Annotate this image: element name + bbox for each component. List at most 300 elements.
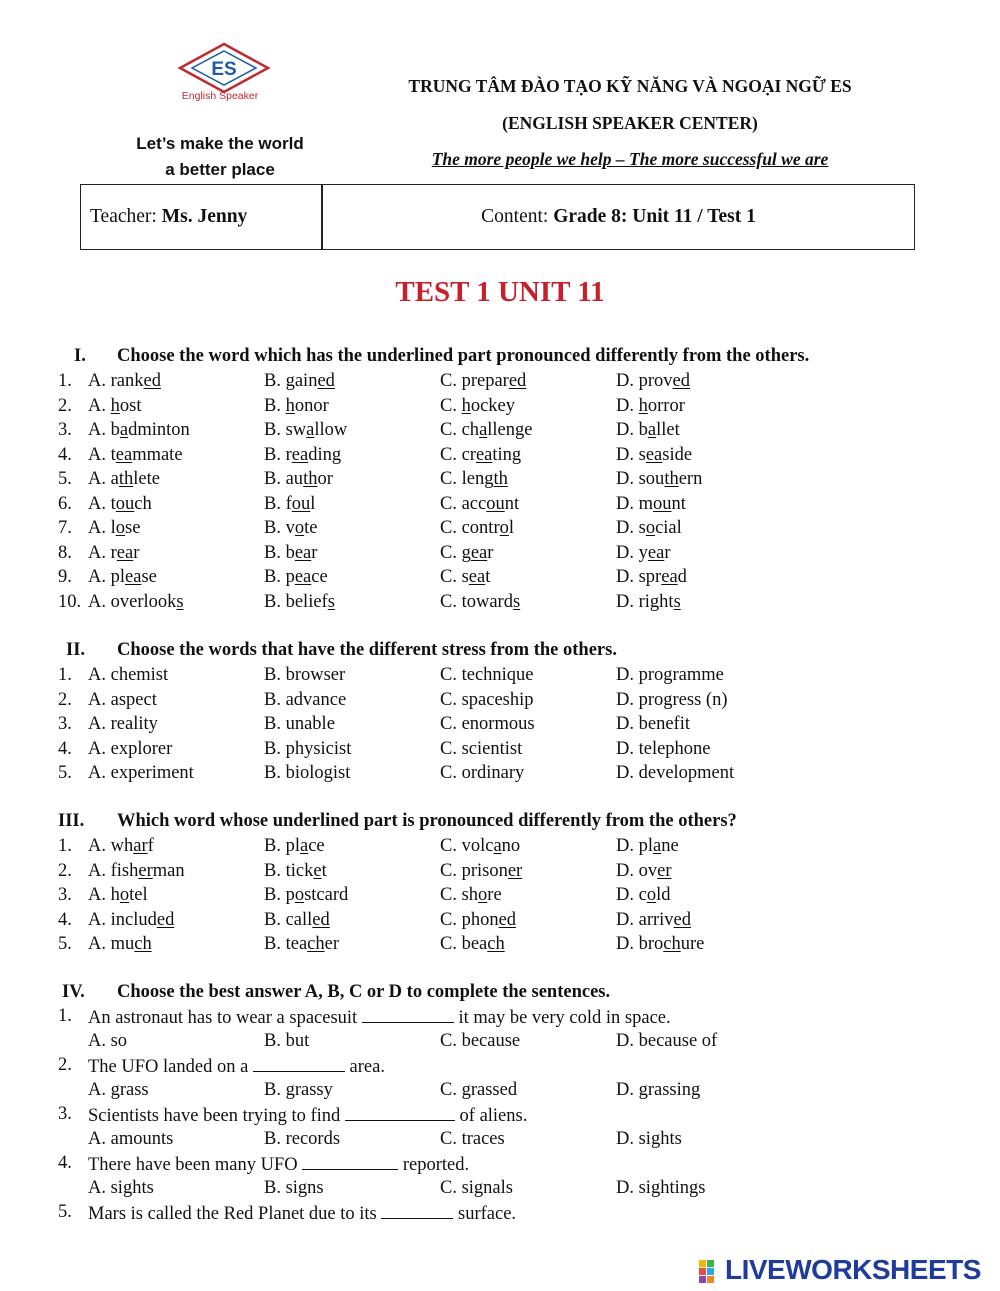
option-text: D. prov [616,371,673,391]
answer-option[interactable]: D. sightings [616,1177,706,1198]
center-subtitle: (ENGLISH SPEAKER CENTER) [502,113,758,133]
option-text: C. scientist [440,738,523,759]
answer-option[interactable] [88,665,168,686]
option-text: B. pl [264,836,300,856]
underlined-part: ea [294,542,312,563]
option-text: A. a [88,469,119,489]
answer-option[interactable] [440,690,534,711]
answer-option[interactable] [264,665,345,686]
underlined-part: ed [143,371,161,391]
answer-option[interactable]: A. grass [88,1079,149,1100]
option-text: A. b [88,420,120,440]
answer-option[interactable] [440,739,522,760]
answer-option[interactable] [88,592,184,613]
slogan [110,131,330,183]
answer-option[interactable]: A. so [88,1030,128,1051]
option-text: C. sh [440,885,479,905]
option-text-rest: ch [134,493,152,514]
answer-option[interactable] [616,739,711,760]
answer-option[interactable]: D. because of [616,1030,718,1051]
option-text: D. development [616,763,735,783]
underlined-part: ed [312,909,330,930]
option-text-rest: l [508,518,514,538]
underlined-part: th [118,469,134,489]
answer-option[interactable] [88,739,172,760]
underlined-part: s [176,591,184,612]
question-number: 1. [58,836,72,856]
option-text-rest: llenge [487,420,533,440]
watermark-text: LIVEWORKSHEETS [725,1254,981,1285]
option-text: C. enormous [440,714,535,734]
question-number: 1. [58,665,72,685]
answer-option[interactable] [264,690,346,711]
answer-option[interactable] [264,714,335,735]
option-text-rest: er [324,934,339,954]
option-text: B. unable [264,714,335,734]
underlined-part: h [461,395,471,416]
underlined-part: ea [647,542,665,563]
option-text: D. programme [616,665,724,685]
content-info [322,206,915,228]
option-text-rest: ting [492,444,522,465]
underlined-part: s [327,591,335,612]
question-number: 7. [58,518,72,538]
answer-option[interactable] [440,445,521,466]
underlined-part: a [119,420,129,440]
option-text: D. spr [616,567,662,587]
option-text: B. v [264,518,295,538]
option-text: D. s [616,518,646,538]
option-text: D. y [616,542,648,563]
underlined-part: ou [486,493,505,514]
options-row [0,1178,1000,1202]
option-text-rest: tel [129,885,148,905]
stem-after: it may be very cold in space. [453,1008,671,1028]
question-number: 3. [58,1104,72,1124]
question-row [0,885,1000,909]
stem-after: of aliens. [454,1106,528,1126]
underlined-part: ea [661,567,678,587]
answer-option[interactable] [616,494,686,515]
answer-option[interactable] [264,494,315,515]
option-text: B. browser [264,665,346,685]
option-text: B. physicist [264,738,352,759]
answer-option[interactable] [88,543,139,564]
question-number: 5. [58,934,72,954]
underlined-part: h [638,395,648,416]
option-text: C. ordinary [440,763,525,783]
option-text: C. cr [440,444,476,465]
option-text: B. f [264,493,292,514]
answer-option[interactable] [264,836,325,857]
answer-option[interactable] [616,543,670,564]
section-heading [58,640,988,661]
option-text: D. right [616,591,674,612]
question-row [0,763,1000,787]
stem-after: area. [344,1057,385,1077]
answer-option[interactable] [616,371,690,392]
underlined-part: ea [470,542,488,563]
option-text-rest: ost [119,395,142,416]
question-row [0,1055,1000,1079]
option-text: A. l [88,518,116,538]
answer-option[interactable] [264,420,347,441]
answer-option[interactable] [264,469,333,490]
answer-option[interactable] [616,567,687,588]
answer-option[interactable] [440,518,514,539]
section-numeral: III. [58,811,85,831]
answer-option[interactable] [88,910,174,931]
answer-option[interactable] [264,445,341,466]
answer-option[interactable] [88,763,194,784]
option-text-rest: ockey [470,395,516,416]
option-text: D. [616,395,639,416]
answer-option[interactable] [88,836,154,857]
answer-option[interactable] [616,469,702,490]
answer-option[interactable] [440,714,535,735]
content-label: Content: [481,206,554,227]
underlined-part: ea [116,542,134,563]
option-text-rest: mmate [132,444,183,465]
underlined-part: s [512,591,521,612]
answer-option[interactable] [616,665,724,686]
option-text-rest: te [304,518,318,538]
option-text: D. m [616,493,653,514]
question-stem [88,1006,671,1029]
stem-after: surface. [453,1204,517,1224]
answer-option[interactable] [440,836,520,857]
option-text: B. [264,395,286,416]
answer-option[interactable] [88,371,161,392]
underlined-part: ea [291,444,309,465]
answer-option[interactable] [264,567,328,588]
option-text: A. pl [88,567,125,587]
option-text: C. contr [440,518,500,538]
underlined-part: er [138,860,153,881]
question-number: 3. [58,885,72,905]
option-text: A. rank [88,371,144,391]
answer-option[interactable] [616,910,691,931]
question-row [0,861,1000,885]
question-number: 1. [58,1006,72,1026]
answer-option[interactable]: C. because [440,1030,521,1051]
underlined-part: o [646,885,657,905]
question-number: 2. [58,395,72,416]
question-row [0,1202,1000,1226]
section-numeral: II. [66,640,86,660]
answer-option[interactable]: A. amounts [88,1128,174,1149]
answer-option[interactable] [616,763,734,784]
answer-option[interactable] [440,396,515,417]
underlined-part: ed [673,909,692,930]
slogan-line-1: Let’s make the world [136,134,304,153]
underlined-part: ou [115,493,135,514]
option-text-rest: ern [678,469,703,489]
answer-option[interactable] [88,934,152,955]
question-number: 4. [58,444,72,465]
stem-after: reported. [398,1155,470,1175]
answer-option[interactable]: C. grassed [440,1079,518,1100]
section-instruction: Choose the best answer A, B, C or D to complete the sentences. [117,982,611,1002]
answer-option[interactable]: A. sights [88,1177,154,1198]
answer-option[interactable] [616,396,685,417]
section-heading [58,346,988,367]
option-text: B. p [264,885,295,905]
section-instruction: Choose the words that have the different stress from the others. [117,640,617,660]
answer-option[interactable] [264,861,327,882]
answer-option[interactable] [440,420,532,441]
underlined-part: th [493,469,508,489]
section-numeral: I. [74,346,86,366]
underlined-part: ea [125,567,142,587]
answer-option[interactable] [616,885,670,906]
option-text: A. includ [88,909,157,930]
question-row [0,934,1000,958]
option-text: C. acc [440,493,487,514]
option-text: D. b [616,420,648,440]
question-number: 5. [58,763,72,783]
option-text: B. p [264,567,295,587]
underlined-part: o [119,885,130,905]
option-text: B. gain [264,371,318,391]
answer-option[interactable] [88,690,157,711]
underlined-part: o [478,885,488,905]
option-text: A. fish [88,860,139,881]
option-text: D. pl [616,836,653,856]
question-number: 9. [58,567,72,587]
option-text-rest: orror [647,395,685,416]
option-text-rest: no [501,836,521,856]
answer-option[interactable]: B. signs [264,1177,324,1198]
option-text-rest: or [317,469,333,489]
underlined-part: er [657,860,672,881]
answer-option[interactable] [264,371,335,392]
answer-option[interactable] [616,861,672,882]
answer-option[interactable] [264,934,339,955]
question-row [0,739,1000,763]
question-row [0,592,1000,616]
question-row [0,469,1000,493]
option-text: C. g [440,542,471,563]
answer-option[interactable] [264,543,317,564]
option-text: C. volc [440,836,494,856]
option-text: D. telephone [616,738,711,759]
underlined-part: s [673,591,681,612]
option-text: A. mu [88,934,135,954]
answer-option[interactable] [440,665,534,686]
option-text-rest: dminton [128,420,190,440]
answer-option[interactable] [440,910,516,931]
underlined-part: o [294,518,305,538]
answer-option[interactable] [616,445,692,466]
answer-option[interactable] [616,934,704,955]
page-title: TEST 1 UNIT 11 [395,276,605,308]
option-text-rest: l [310,493,316,514]
question-row [0,836,1000,860]
answer-option[interactable] [440,494,519,515]
option-text: B. advance [264,689,347,710]
option-text-rest: ce [308,836,325,856]
option-text-rest: lete [133,469,160,489]
answer-option[interactable] [616,420,680,441]
option-text: A. overlook [88,591,177,612]
option-text: C. s [440,567,469,587]
option-text-rest: nt [504,493,520,514]
underlined-part: ou [653,493,672,514]
option-text: C. prepar [440,371,509,391]
answer-option[interactable] [88,469,160,490]
question-number: 6. [58,493,72,514]
answer-option[interactable] [264,763,350,784]
underlined-part: a [479,420,488,440]
answer-option[interactable]: C. traces [440,1128,505,1149]
answer-option[interactable]: C. signals [440,1177,513,1198]
answer-option[interactable] [264,910,330,931]
underlined-part: o [499,518,509,538]
option-text: B. b [264,542,295,563]
question-row [0,371,1000,395]
underlined-part: ch [307,934,325,954]
answer-option[interactable] [88,445,183,466]
option-text: A. t [88,493,116,514]
answer-option[interactable]: D. grassing [616,1079,701,1100]
stem-before: An astronaut has to wear a spacesuit [88,1008,362,1028]
answer-option[interactable] [88,885,148,906]
question-number: 4. [58,738,72,759]
answer-option[interactable] [264,518,317,539]
option-text: B. biologist [264,763,351,783]
answer-option[interactable] [440,469,508,490]
answer-option[interactable] [88,567,157,588]
answer-option[interactable] [264,739,351,760]
teacher-name: Ms. Jenny [161,206,248,227]
answer-option[interactable] [616,518,682,539]
option-text-rest: side [662,444,693,465]
answer-option[interactable] [616,714,690,735]
answer-option[interactable] [264,592,335,613]
question-stem [88,1104,527,1127]
answer-option[interactable] [440,567,490,588]
answer-option[interactable] [440,861,522,882]
motto: The more people we help – The more successful we are [431,149,829,169]
question-number: 2. [58,1055,72,1075]
logo-text: English Speaker [181,90,259,102]
question-number: 3. [58,420,72,440]
answer-option[interactable] [440,371,526,392]
answer-option[interactable] [88,861,185,882]
question-number: 1. [58,371,72,391]
answer-option[interactable] [88,494,152,515]
option-text: D. sou [616,469,665,489]
answer-option[interactable] [616,836,679,857]
answer-option[interactable] [440,543,493,564]
option-text: B. tea [264,934,308,954]
underlined-part: ed [317,371,335,391]
underlined-part: ch [663,934,681,954]
option-text-rest: r [311,542,318,563]
answer-option[interactable] [264,885,348,906]
answer-option[interactable]: D. sights [616,1128,682,1149]
answer-option[interactable] [616,592,681,613]
option-text-rest: ure [680,934,705,954]
option-text: A. h [88,885,120,905]
underlined-part: e [313,860,322,881]
option-text: D. ov [616,860,658,881]
section-heading [58,811,988,832]
underlined-part: ea [645,444,663,465]
options-row [0,1031,1000,1055]
logo-mark: ES [211,59,237,80]
stem-before: There have been many UFO [88,1155,303,1175]
option-text: A. r [88,542,117,563]
answer-option[interactable]: B. grassy [264,1079,333,1100]
answer-option[interactable] [440,885,502,906]
question-stem [88,1153,469,1176]
answer-option[interactable] [88,396,141,417]
question-row [0,420,1000,444]
underlined-part: er [507,860,523,881]
answer-option[interactable] [264,396,329,417]
question-row [0,665,1000,689]
question-row [0,1104,1000,1128]
option-text: A. explorer [88,738,173,759]
answer-option[interactable] [616,690,728,711]
underlined-part: ch [134,934,152,954]
answer-blank[interactable] [362,1006,454,1023]
option-text: C. ch [440,420,480,440]
option-text: C. bea [440,934,488,954]
section-heading [58,982,988,1003]
option-text-rest: llet [656,420,680,440]
question-row [0,690,1000,714]
answer-option[interactable] [440,934,505,955]
answer-blank[interactable] [302,1153,398,1170]
question-row [0,910,1000,934]
underlined-part: ed [156,909,175,930]
question-stem [88,1202,516,1225]
option-text: B. belief [264,591,328,612]
option-text-rest: r [664,542,671,563]
answer-option[interactable] [88,714,158,735]
option-text: C. spaceship [440,689,534,710]
question-number: 3. [58,714,72,734]
answer-blank[interactable] [345,1104,455,1121]
answer-option[interactable] [440,592,520,613]
section-instruction: Choose the word which has the underlined part pronounced differently from the others. [117,346,810,366]
underlined-part: th [303,469,318,489]
slogan-line-2: a better place [165,160,275,179]
answer-option[interactable] [88,518,140,539]
option-text-rest: se [141,567,157,587]
option-text-rest: stcard [304,885,349,905]
answer-option[interactable] [440,763,524,784]
underlined-part: ea [468,567,486,587]
option-text: B. sw [264,420,307,440]
option-text: A. experiment [88,763,194,783]
option-text: A. aspect [88,689,157,710]
underlined-part: a [653,836,662,856]
underlined-part: ea [115,444,133,465]
option-text: A. [88,395,111,416]
option-text: C. phon [440,909,499,930]
answer-blank[interactable] [253,1055,345,1072]
question-number: 4. [58,909,72,930]
answer-option[interactable] [88,420,190,441]
section-numeral: IV. [62,982,85,1002]
answer-option[interactable]: B. but [264,1030,310,1051]
answer-blank[interactable] [381,1202,453,1219]
answer-option[interactable]: B. records [264,1128,341,1149]
